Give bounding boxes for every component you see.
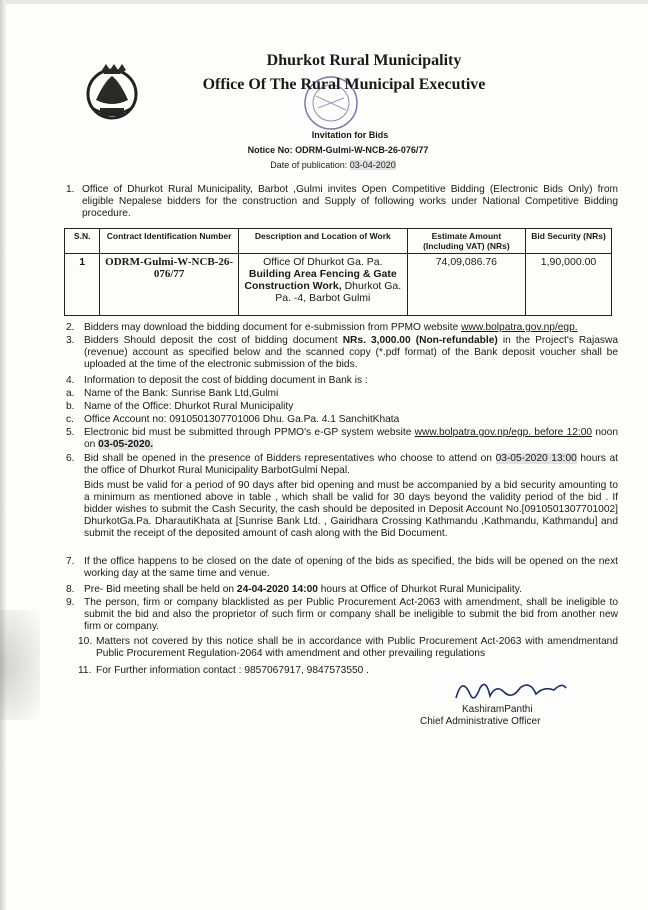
table-row bbox=[65, 254, 612, 316]
cell-contract-id: ODRM-Gulmi-W-NCB-26-076/77 bbox=[100, 254, 239, 316]
prebid-datetime: 24-04-2020 14:00 bbox=[236, 584, 318, 595]
col-header-security: Bid Security (NRs) bbox=[526, 229, 612, 254]
scan-shadow bbox=[0, 610, 40, 720]
item-1-text: Office of Dhurkot Rural Municipality, Barbot ,Gulmi invites Open Competitive Bidding (Electronic Bids Only) from eligible Nepalese bidders for the construction and Supply of following works under National Competitive Bidding procedure. bbox=[82, 184, 618, 219]
item-3-rest: in the Project's Rajaswa (revenue) account as specified below and the scanned copy (*.pdf format) of the Bank deposit voucher shall be uploaded at the time of the electronic submission of the bids. bbox=[84, 335, 618, 370]
item-5-text bbox=[84, 427, 618, 451]
office-name: Name of the Office: Dhurkot Rural Municipality bbox=[84, 401, 294, 412]
item-number: 4. bbox=[66, 375, 75, 386]
item-8-rest: hours at Office of Dhurkot Rural Municipality. bbox=[317, 584, 522, 595]
item-letter: c. bbox=[66, 414, 74, 425]
egp-link[interactable]: www.bolpatra.gov.np/egp. before 12:00 bbox=[414, 427, 593, 438]
cell-estimate: 74,09,086.76 bbox=[407, 254, 525, 316]
submission-date: 03-05-2020. bbox=[98, 439, 154, 450]
item-2-text bbox=[84, 322, 618, 334]
col-header-description: Description and Location of Work bbox=[238, 229, 407, 254]
item-8-lead: Pre- Bid meeting shall be held on bbox=[84, 584, 237, 595]
publication-date-label: Date of publication: bbox=[270, 160, 348, 170]
item-7-text: If the office happens to be closed on the date of opening of the bids as specified, the bids will be opened on the next working day at the same time and venue. bbox=[84, 556, 618, 579]
page-shadow bbox=[0, 0, 6, 910]
item-letter: b. bbox=[66, 401, 75, 412]
item-number: 7. bbox=[66, 556, 75, 567]
item-6-rest: hours at the office of Dhurkot Rural Municipality BarbotGulmi Nepal. bbox=[84, 453, 618, 476]
office-account: Office Account no: 0910501307701006 Dhu. Ga.Pa. 4.1 SanchitKhata bbox=[84, 414, 400, 425]
item-letter: a. bbox=[66, 388, 75, 399]
item-3-fee: NRs. 3,000.00 (Non-refundable) bbox=[342, 335, 498, 346]
item-number: 9. bbox=[66, 597, 75, 608]
item-5-mid: noon on bbox=[84, 427, 619, 450]
bid-validity-text: Bids must be valid for a period of 90 days after bid opening and must be accompanied by a bid security amounting to a minimum as mentioned above in table , which shall be valid for 30 days beyond the validity period of the bid . If bidder wishes to submit the Cash Security, the cash should be deposited in Deposit Account No.[0910501307701002] DhurkotGa.Pa. DharautiKhata at [Sunrise Bank Ltd. , Gairidhara Crossing Kathmandu ,Kathmandu, Kathmandu] and submit the receipt of the deposited amount of cash along with the Bid Document. bbox=[84, 480, 618, 539]
item-10-text: Matters not covered by this notice shall be in accordance with Public Procurement Act-2063 with amendmentand Public Procurement Regulation-2064 with amendment and other prevailing regulations bbox=[96, 636, 618, 659]
item-11-text: For Further information contact : 9857067917, 9847573550 . bbox=[96, 665, 369, 676]
cell-security: 1,90,000.00 bbox=[526, 254, 612, 316]
item-8-text bbox=[84, 584, 618, 596]
invitation-heading: Invitation for Bids bbox=[311, 130, 389, 140]
item-number: 5. bbox=[66, 427, 75, 438]
item-9-text: The person, firm or company blacklisted as per Public Procurement Act-2063 with amendment, shall be ineligible to submit the bid and also the proprietor of such firm or company shall be ineligible to submit the bid from another new firm or company. bbox=[84, 597, 618, 632]
desc-office: Office Of Dhurkot Ga. Pa. bbox=[263, 256, 383, 268]
item-4-text: Information to deposit the cost of bidding document in Bank is : bbox=[84, 375, 368, 386]
item-3-lead: Bidders Should deposit the cost of bidding document bbox=[84, 335, 343, 346]
col-header-sn: S.N. bbox=[65, 229, 100, 254]
desc-location: Dhurkot Ga. Pa. -4, Barbot Gulmi bbox=[275, 280, 402, 304]
item-number: 3. bbox=[66, 335, 75, 346]
publication-date bbox=[258, 160, 408, 170]
item-3-text bbox=[84, 335, 618, 371]
item-number: 6. bbox=[66, 453, 75, 464]
office-title: Office Of The Rural Municipal Executive bbox=[202, 76, 486, 93]
opening-datetime: 03-05-2020 13:00 bbox=[495, 453, 577, 464]
desc-work: Building Area Fencing & Gate Construction Work, bbox=[244, 268, 397, 292]
table-header-row bbox=[65, 229, 612, 254]
bid-table bbox=[64, 228, 612, 316]
item-number: 11. bbox=[78, 665, 92, 676]
ppmo-link[interactable]: www.bolpatra.gov.np/egp. bbox=[461, 322, 578, 333]
col-header-estimate: Estimate Amount (Including VAT) (NRs) bbox=[407, 229, 525, 254]
item-6-text bbox=[84, 453, 618, 477]
publication-date-value: 03-04-2020 bbox=[349, 160, 396, 170]
page-edge bbox=[0, 0, 648, 4]
item-number: 1. bbox=[66, 184, 75, 195]
notice-number: Notice No: ODRM-Gulmi-W-NCB-26-076/77 bbox=[247, 145, 429, 155]
bank-name: Name of the Bank: Sunrise Bank Ltd,Gulmi bbox=[84, 388, 279, 399]
col-header-contract-id: Contract Identification Number bbox=[100, 229, 239, 254]
cell-description bbox=[238, 254, 407, 316]
item-2-lead: Bidders may download the bidding document for e-submission from PPMO website bbox=[84, 322, 462, 333]
signatory-name: KashiramPanthi bbox=[462, 704, 533, 715]
item-6-lead: Bid shall be opened in the presence of Bidders representatives who choose to attend on bbox=[84, 453, 496, 464]
signatory-title: Chief Administrative Officer bbox=[420, 716, 541, 727]
item-number: 10. bbox=[78, 636, 93, 647]
item-5-lead: Electronic bid must be submitted through PPMO's e-GP system website bbox=[84, 427, 415, 438]
item-number: 2. bbox=[66, 322, 75, 333]
cell-sn: 1 bbox=[65, 254, 100, 316]
item-number: 8. bbox=[66, 584, 75, 595]
municipality-title: Dhurkot Rural Municipality bbox=[266, 52, 462, 69]
